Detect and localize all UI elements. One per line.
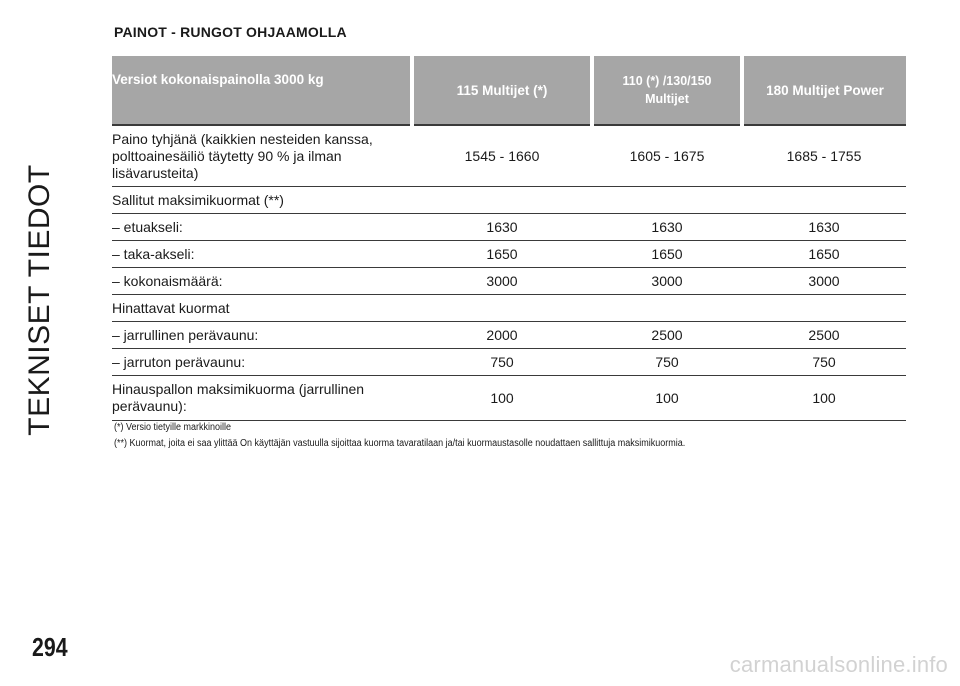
table-row	[112, 349, 906, 376]
footnotes	[114, 420, 780, 452]
table-row	[112, 214, 906, 241]
row-label: Sallitut maksimikuormat (**)	[112, 187, 412, 214]
section-title: PAINOT - RUNGOT OHJAAMOLLA	[114, 24, 347, 40]
row-value: 1605 - 1675	[592, 125, 742, 187]
table-row	[112, 125, 906, 187]
table-row	[112, 295, 906, 322]
row-value: 2000	[412, 322, 592, 349]
header-110-130-150-multijet: 110 (*) /130/150 Multijet	[592, 56, 742, 125]
row-value: 1630	[742, 214, 906, 241]
side-section-title-text: TEKNISET TIEDOT	[23, 164, 56, 436]
row-value	[412, 295, 592, 322]
row-value: 1650	[742, 241, 906, 268]
row-value: 1685 - 1755	[742, 125, 906, 187]
footnote-2: (**) Kuormat, joita ei saa ylittää On käyttäjän vastuulla sijoittaa kuorma tavaratilaan ja/tai kuormaustasolle noudattaen sallittuja maksimikuormia.	[114, 438, 686, 449]
watermark: carmanualsonline.info	[729, 652, 948, 677]
row-value	[592, 295, 742, 322]
row-value: 1630	[412, 214, 592, 241]
row-value	[592, 187, 742, 214]
header-versions: Versiot kokonaispainolla 3000 kg	[112, 56, 412, 125]
row-value	[412, 187, 592, 214]
header-115-multijet: 115 Multijet (*)	[412, 56, 592, 125]
row-label: Paino tyhjänä (kaikkien nesteiden kanssa, polttoainesäiliö täytetty 90 % ja ilman lisävarusteita)	[112, 125, 412, 187]
row-value: 3000	[592, 268, 742, 295]
row-value: 100	[742, 376, 906, 421]
row-value: 2500	[742, 322, 906, 349]
row-value: 1650	[592, 241, 742, 268]
table-row	[112, 187, 906, 214]
row-value: 750	[592, 349, 742, 376]
table-row	[112, 241, 906, 268]
row-value: 100	[412, 376, 592, 421]
footnote-1: (*) Versio tietyille markkinoille	[114, 422, 232, 433]
table-row	[112, 322, 906, 349]
weights-table	[112, 56, 906, 421]
table-header-row	[112, 56, 906, 125]
row-label: – etuakseli:	[112, 214, 412, 241]
row-value: 3000	[742, 268, 906, 295]
row-value	[742, 187, 906, 214]
row-value	[742, 295, 906, 322]
row-value: 750	[742, 349, 906, 376]
page-number: 294	[32, 632, 68, 662]
row-label: – taka-akseli:	[112, 241, 412, 268]
table-row	[112, 376, 906, 421]
row-label: Hinattavat kuormat	[112, 295, 412, 322]
row-value: 3000	[412, 268, 592, 295]
row-label: – kokonaismäärä:	[112, 268, 412, 295]
row-value: 750	[412, 349, 592, 376]
row-label: Hinauspallon maksimikuorma (jarrullinen perävaunu):	[112, 376, 412, 421]
row-label: – jarruton perävaunu:	[112, 349, 412, 376]
table-row	[112, 268, 906, 295]
row-value: 2500	[592, 322, 742, 349]
row-value: 1545 - 1660	[412, 125, 592, 187]
row-value: 1650	[412, 241, 592, 268]
header-180-multijet-power: 180 Multijet Power	[742, 56, 906, 125]
row-value: 1630	[592, 214, 742, 241]
row-value: 100	[592, 376, 742, 421]
row-label: – jarrullinen perävaunu:	[112, 322, 412, 349]
